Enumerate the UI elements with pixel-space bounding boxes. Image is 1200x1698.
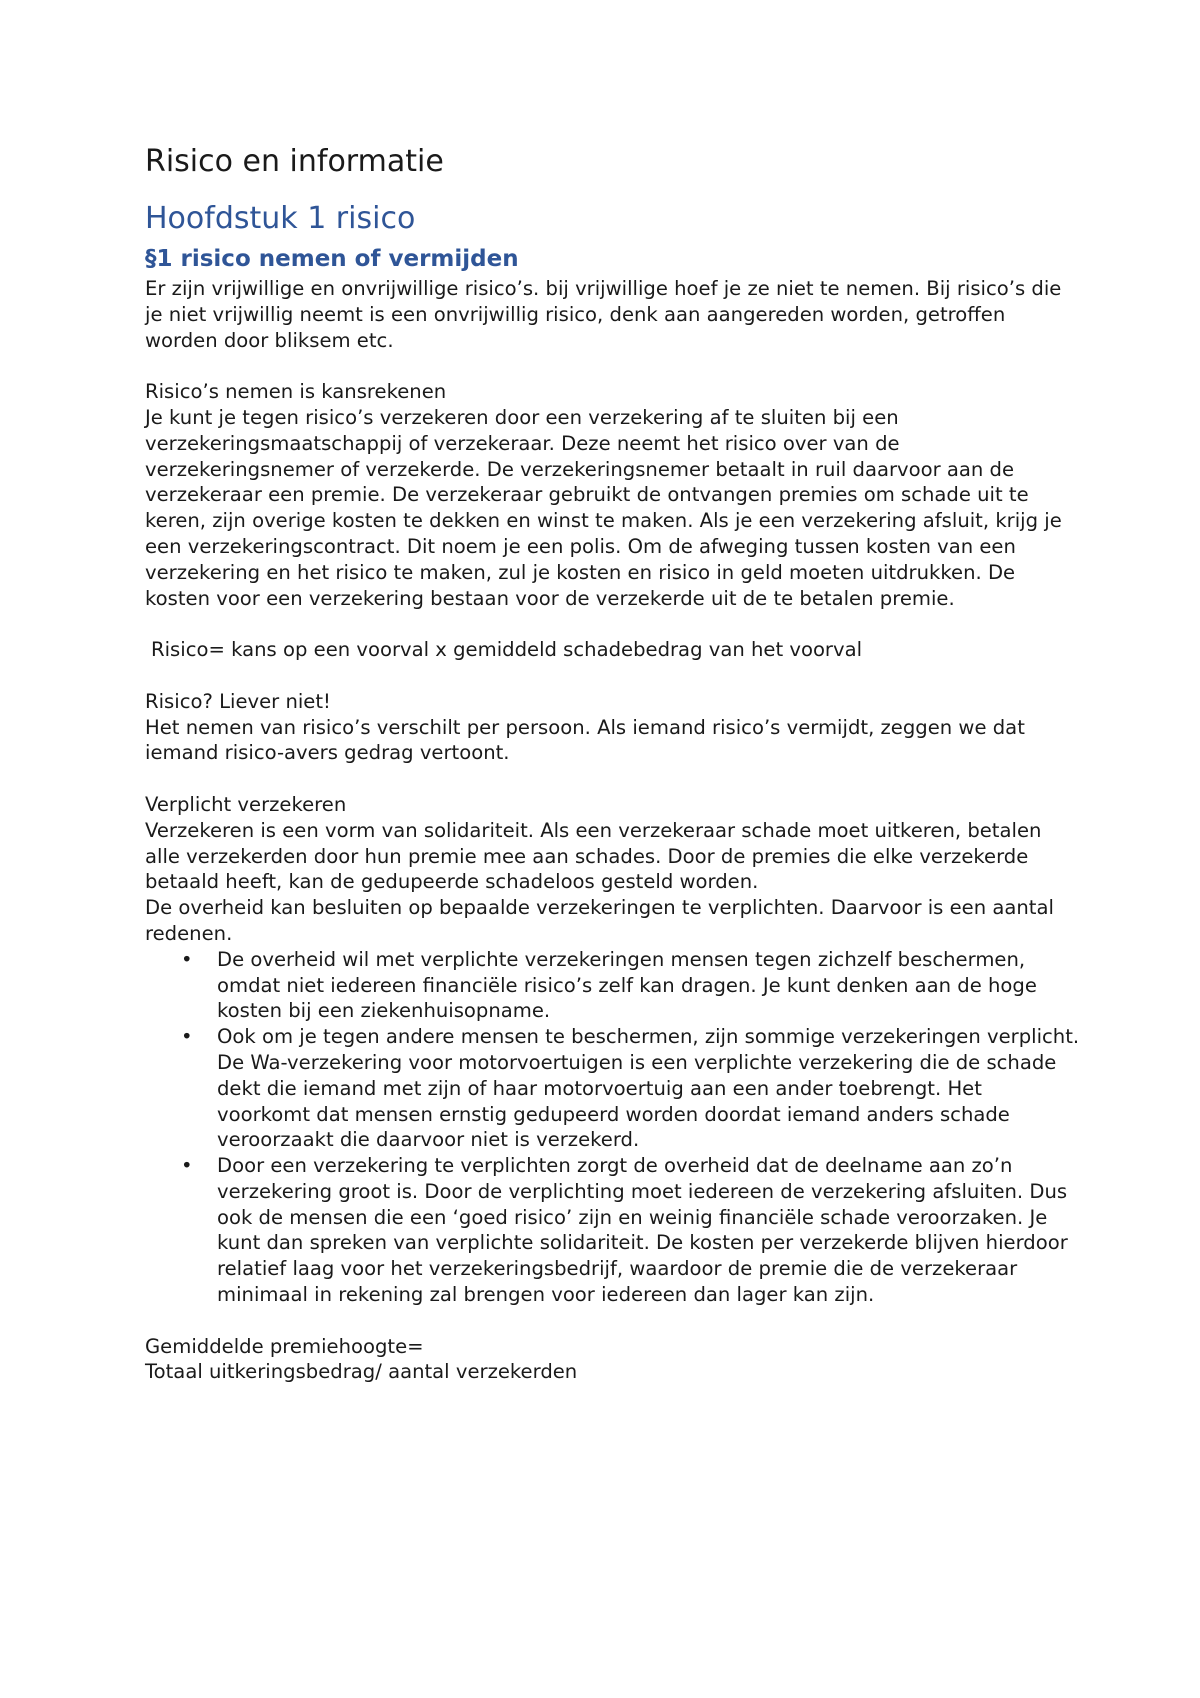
spacer <box>145 611 1080 637</box>
liever-niet-heading: Risico? Liever niet! <box>145 689 331 713</box>
bullet-text: Ook om je tegen andere mensen te beschermen, zijn sommige verzekeringen verplicht. De Wa-verzekering voor motorvoertuigen is een verplichte verzekering die de schade dekt die iemand met zijn of haar motorvoertuig aan een ander toebrengt. Het voorkomt dat mensen ernstig gedupeerd worden doordat iemand anders schade veroorzaakt die daarvoor niet is verzekerd. <box>217 1025 1080 1152</box>
spacer <box>145 1308 1080 1334</box>
liever-niet-paragraph: Het nemen van risico’s verschilt per persoon. Als iemand risico’s vermijdt, zeggen we dat iemand risico-avers gedrag vertoont. <box>145 715 1025 765</box>
kansrekenen-paragraph: Je kunt je tegen risico’s verzekeren door een verzekering af te sluiten bij een verzekeringsmaatschappij of verzekeraar. Deze neemt het risico over van de verzekeringsnemer of verzekerde. De verzekeringsnemer betaalt in ruil daarvoor aan de verzekeraar een premie. De verzekeraar gebruikt de ontvangen premies om schade uit te keren, zijn overige kosten te dekken en winst te maken. Als je een verzekering afsluit, krijg je een verzekeringscontract. Dit noem je een polis. Om de afweging tussen kosten van een verzekering en het risico te maken, zul je kosten en risico in geld moeten uitdrukken. De kosten voor een verzekering bestaan voor de verzekerde uit de te betalen premie. <box>145 405 1062 610</box>
chapter-heading: Hoofdstuk 1 risico <box>145 201 416 236</box>
spacer <box>145 766 1080 792</box>
list-item <box>145 947 1080 1024</box>
bullet-text: Door een verzekering te verplichten zorgt de overheid dat de deelname aan zo’n verzekering groot is. Door de verplichting moet iedereen de verzekering afsluiten. Dus ook de mensen die een ‘goed risico’ zijn en weinig financiële schade veroorzaken. Je kunt dan spreken van verplichte solidariteit. De kosten per verzekerde blijven hierdoor relatief laag voor het verzekeringsbedrijf, waardoor de premie die de verzekeraar minimaal in rekening zal brengen voor iedereen dan lager kan zijn. <box>217 1154 1068 1307</box>
intro-paragraph: Er zijn vrijwillige en onvrijwillige risico’s. bij vrijwillige hoef je ze niet te nemen. Bij risico’s die je niet vrijwillig neemt is een onvrijwillig risico, denk aan aangereden worden, getroffen worden door bliksem etc. <box>145 277 1062 352</box>
spacer <box>145 353 1080 379</box>
section-heading: §1 risico nemen of vermijden <box>145 246 519 272</box>
spacer <box>145 663 1080 689</box>
bullet-icon: • <box>181 947 193 971</box>
bullet-text: De overheid wil met verplichte verzekeringen mensen tegen zichzelf beschermen, omdat niet iedereen financiële risico’s zelf kan dragen. Je kunt denken aan de hoge kosten bij een ziekenhuisopname. <box>217 947 1037 1023</box>
bullet-icon: • <box>181 1154 193 1178</box>
risico-formula: Risico= kans op een voorval x gemiddeld schadebedrag van het voorval <box>151 638 863 662</box>
kansrekenen-heading: Risico’s nemen is kansrekenen <box>145 380 447 404</box>
verplicht-paragraph-2: De overheid kan besluiten op bepaalde verzekeringen te verplichten. Daarvoor is een aantal redenen. <box>145 896 1054 945</box>
premie-heading: Gemiddelde premiehoogte= <box>145 1334 424 1358</box>
verplicht-heading: Verplicht verzekeren <box>145 792 347 816</box>
list-item <box>145 1024 1080 1153</box>
bullet-list <box>145 947 1080 1308</box>
list-item <box>145 1153 1080 1308</box>
document-title: Risico en informatie <box>145 144 444 179</box>
verplicht-paragraph-1: Verzekeren is een vorm van solidariteit. Als een verzekeraar schade moet uitkeren, betalen alle verzekerden door hun premie mee aan schades. Door de premies die elke verzekerde betaald heeft, kan de gedupeerde schadeloos gesteld worden. <box>145 818 1042 894</box>
document-page <box>145 138 1080 1385</box>
bullet-icon: • <box>181 1025 193 1049</box>
premie-formula: Totaal uitkeringsbedrag/ aantal verzekerden <box>145 1360 578 1384</box>
